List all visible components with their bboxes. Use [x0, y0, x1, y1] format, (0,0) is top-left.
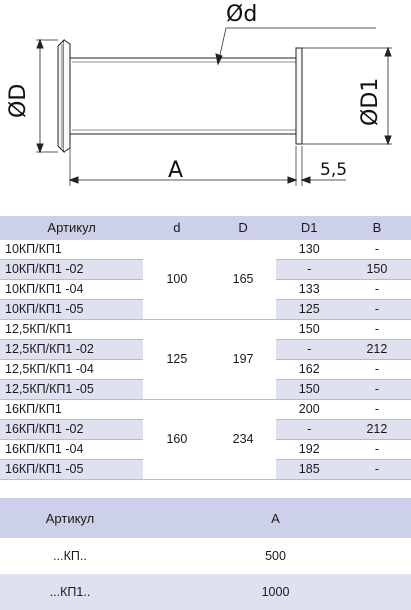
length-table — [0, 498, 411, 610]
cell-d: 100 — [143, 240, 210, 320]
cell-D1: 150 — [276, 320, 343, 340]
table-row — [0, 574, 411, 610]
cell-article: 12,5КП/КП1 — [0, 320, 143, 340]
cell-B: - — [343, 460, 411, 480]
header-article: Артикул — [0, 216, 143, 240]
cell-D1: 130 — [276, 240, 343, 260]
cell-B: - — [343, 400, 411, 420]
cell-article: 10КП/КП1 -05 — [0, 300, 143, 320]
cell-D1: 192 — [276, 440, 343, 460]
table-row — [0, 538, 411, 574]
cell-D1: 185 — [276, 460, 343, 480]
cell-B: - — [343, 300, 411, 320]
cell-article: 16КП/КП1 -05 — [0, 460, 143, 480]
cell-article: 10КП/КП1 -04 — [0, 280, 143, 300]
label-flange-diameter: ØD1 — [358, 77, 383, 126]
cell-D: 197 — [210, 320, 275, 400]
cell-B: 150 — [343, 260, 411, 280]
cell-B: - — [343, 240, 411, 260]
table-row — [0, 320, 411, 340]
cell-B: - — [343, 380, 411, 400]
table-header — [0, 216, 411, 240]
cell-article: 12,5КП/КП1 -05 — [0, 380, 143, 400]
table-header — [0, 498, 411, 538]
cell-article: 12,5КП/КП1 -04 — [0, 360, 143, 380]
label-length: A — [168, 158, 184, 183]
header-A: A — [140, 498, 411, 538]
cell-B: - — [343, 320, 411, 340]
cell-D1: - — [276, 260, 343, 280]
cell-article: 10КП/КП1 — [0, 240, 143, 260]
cell-D1: 133 — [276, 280, 343, 300]
table-row — [0, 240, 411, 260]
header-D1: D1 — [276, 216, 343, 240]
header-D: D — [210, 216, 275, 240]
cell-B: 212 — [343, 420, 411, 440]
cell-article: ...КП1.. — [0, 574, 140, 610]
dimensions-table — [0, 216, 411, 480]
cell-D: 165 — [210, 240, 275, 320]
cell-d: 160 — [143, 400, 210, 480]
duct-body — [70, 58, 298, 134]
duct-drawing — [0, 0, 411, 200]
cell-B: - — [343, 360, 411, 380]
cell-d: 125 — [143, 320, 210, 400]
table-row — [0, 400, 411, 420]
cell-D1: - — [276, 420, 343, 440]
cell-D1: 200 — [276, 400, 343, 420]
header-d: d — [143, 216, 210, 240]
label-outer-diameter: ØD — [6, 83, 31, 118]
cell-B: - — [343, 440, 411, 460]
label-d: Ød — [226, 2, 258, 27]
cell-article: 16КП/КП1 — [0, 400, 143, 420]
cell-article: 16КП/КП1 -02 — [0, 420, 143, 440]
cell-B: - — [343, 280, 411, 300]
cell-D1: 162 — [276, 360, 343, 380]
cell-article: 16КП/КП1 -04 — [0, 440, 143, 460]
cell-article: 10КП/КП1 -02 — [0, 260, 143, 280]
cell-D1: 125 — [276, 300, 343, 320]
cell-D1: 150 — [276, 380, 343, 400]
cell-A: 1000 — [140, 574, 411, 610]
cell-D: 234 — [210, 400, 275, 480]
flange-left — [58, 40, 64, 152]
header-article: Артикул — [0, 498, 140, 538]
cell-D1: - — [276, 340, 343, 360]
cell-A: 500 — [265, 548, 286, 563]
flange-right — [296, 48, 302, 144]
cell-article: 12,5КП/КП1 -02 — [0, 340, 143, 360]
header-B: B — [343, 216, 411, 240]
cell-B: 212 — [343, 340, 411, 360]
cell-article: ...КП.. — [53, 548, 87, 563]
label-offset: 5,5 — [320, 160, 348, 180]
